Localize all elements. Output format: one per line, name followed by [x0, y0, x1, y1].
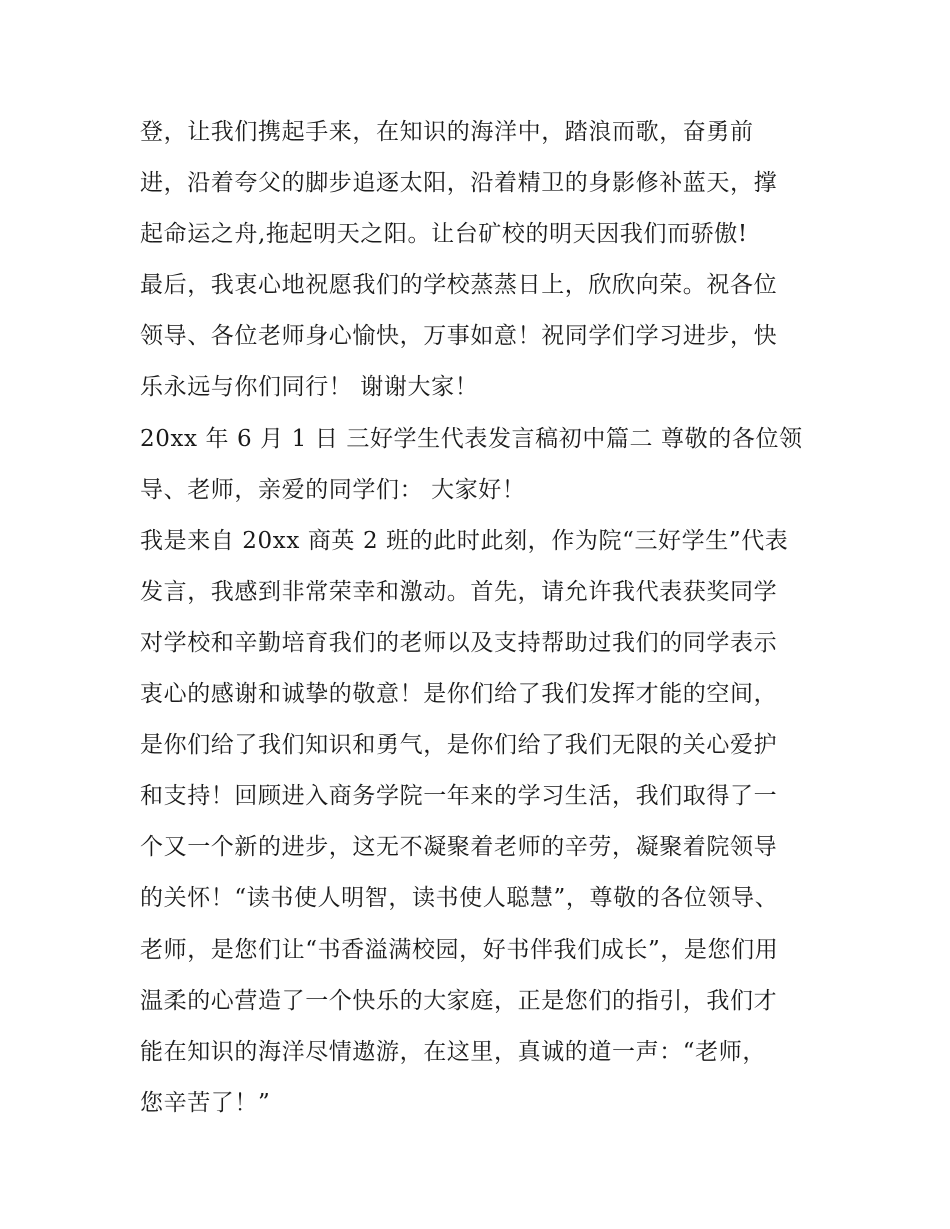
text-line: 老师，是您们让“书香溢满校园，好书伴我们成长”，是您们用	[140, 936, 779, 963]
text-line: 温柔的心营造了一个快乐的大家庭，正是您们的指引，我们才	[140, 987, 778, 1014]
text-line: 乐永远与你们同行！ 谢谢大家！	[140, 374, 479, 401]
text-line: 领导、各位老师身心愉快，万事如意！祝同学们学习进步，快	[140, 323, 778, 350]
text-line: 进，沿着夸父的脚步追逐太阳，沿着精卫的身影修补蓝天，撑	[140, 170, 778, 197]
text-line: 我是来自 20xx 商英 2 班的此时此刻，作为院“三好学生”代表	[140, 527, 789, 554]
text-line: 20xx 年 6 月 1 日 三好学生代表发言稿初中篇二 尊敬的各位领	[140, 425, 803, 452]
text-line: 对学校和辛勤培育我们的老师以及支持帮助过我们的同学表示	[140, 629, 778, 656]
document-body	[140, 107, 815, 1129]
text-line: 和支持！回顾进入商务学院一年来的学习生活，我们取得了一	[140, 783, 778, 810]
text-line: 起命运之舟,拖起明天之阳。让台矿校的明天因我们而骄傲!	[140, 221, 748, 248]
text-line: 的关怀！“读书使人明智，读书使人聪慧”，尊敬的各位领导、	[140, 885, 779, 912]
text-line: 导、老师，亲爱的同学们： 大家好！	[140, 476, 526, 503]
text-line: 个又一个新的进步，这无不凝聚着老师的辛劳，凝聚着院领导	[140, 834, 778, 861]
text-line: 最后，我衷心地祝愿我们的学校蒸蒸日上，欣欣向荣。祝各位	[140, 272, 778, 299]
text-line: 发言，我感到非常荣幸和激动。首先，请允许我代表获奖同学	[140, 578, 778, 605]
text-line: 能在知识的海洋尽情遨游，在这里，真诚的道一声：“老师，	[140, 1038, 766, 1065]
text-line: 您辛苦了！”	[140, 1089, 271, 1116]
text-line: 是你们给了我们知识和勇气，是你们给了我们无限的关心爱护	[140, 732, 778, 759]
text-line: 登，让我们携起手来，在知识的海洋中，踏浪而歌，奋勇前	[140, 119, 754, 145]
text-line: 衷心的感谢和诚挚的敬意！是你们给了我们发挥才能的空间，	[140, 681, 778, 708]
